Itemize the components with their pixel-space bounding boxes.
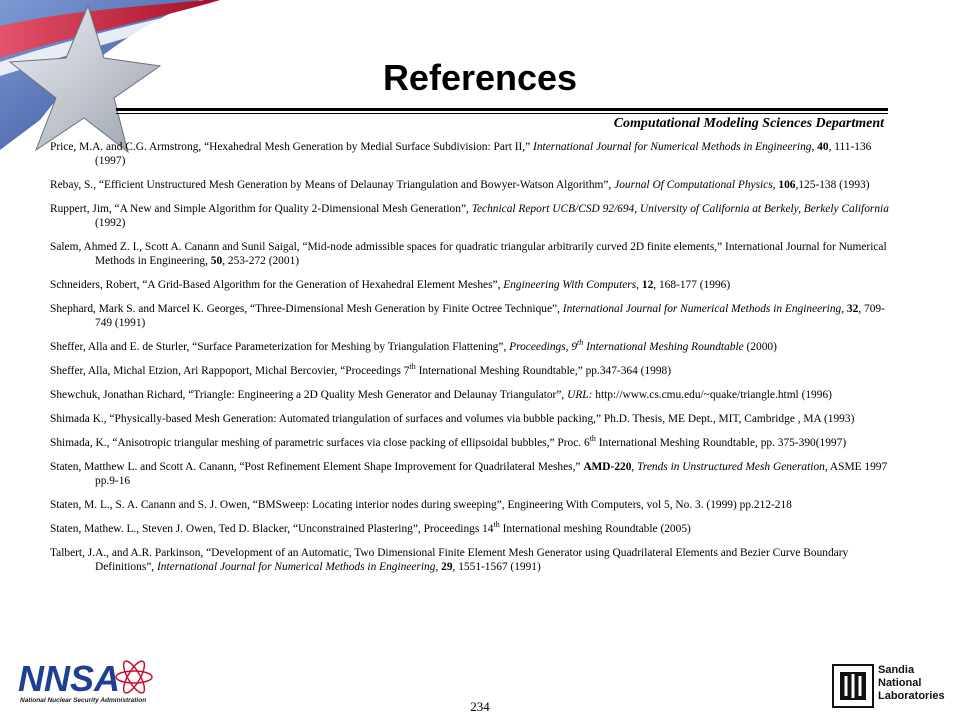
reference-text: Schneiders, Robert, “A Grid-Based Algorithm for the Generation of Hexahedral Element Meshes”, — [50, 279, 504, 291]
reference-text: Proceedings, 9 — [509, 341, 578, 353]
reference-text: Technical Report UCB/CSD 92/694, University of California at Berkely, Berkely California — [471, 203, 889, 215]
reference-entry — [50, 436, 898, 450]
reference-text: Price, M.A. and C.G. Armstrong, “Hexahedral Mesh Generation by Medial Surface Subdivision: Part II,” — [50, 141, 534, 153]
reference-text: th — [493, 520, 500, 530]
reference-text: International Meshing Roundtable — [583, 341, 744, 353]
reference-text: International meshing Roundtable (2005) — [499, 523, 691, 535]
reference-text: , 1551-1567 (1991) — [452, 561, 541, 573]
sandia-logo — [832, 664, 948, 710]
reference-text: International Meshing Roundtable, pp. 375-390(1997) — [595, 437, 847, 449]
reference-text: International Journal for Numerical Methods in Engineering — [157, 561, 436, 573]
reference-text: , 709-749 (1991) — [95, 303, 885, 329]
reference-text: Engineering With Computers — [503, 279, 637, 291]
reference-text: , 111-136 (1997) — [95, 141, 872, 167]
reference-entry — [50, 460, 898, 488]
reference-text: Sheffer, Alla, Michal Etzion, Ari Rappoport, Michal Bercovier, “Proceedings 7 — [50, 365, 410, 377]
reference-text: Salem, Ahmed Z. I., Scott A. Canann and Sunil Saigal, “Mid-node admissible spaces for quadratic triangular arbitrarily curved 2D finite elements,” International Journal for Numerical Methods in Engineering, — [50, 241, 887, 267]
reference-text: , — [636, 279, 642, 291]
nnsa-logo — [14, 660, 174, 706]
reference-text: , — [435, 561, 442, 573]
reference-text: Staten, Matthew L. and Scott A. Canann, “Post Refinement Element Shape Improvement for Quadrilateral Meshes,” — [50, 461, 584, 473]
reference-text: International Journal for Numerical Methods in Engineering — [533, 141, 812, 153]
svg-text:NNSA: NNSA — [18, 660, 121, 696]
reference-text: th — [589, 434, 596, 444]
reference-text: AMD-220 — [583, 461, 632, 473]
page-number: 234 — [470, 699, 490, 714]
nnsa-caption: National Nuclear Security Administration — [20, 697, 147, 704]
reference-text: Rebay, S., “Efficient Unstructured Mesh Generation by Means of Delaunay Triangulation and Bowyer-Watson Algorithm”, — [50, 179, 615, 191]
reference-text: th — [409, 362, 416, 372]
reference-text: , — [772, 179, 779, 191]
reference-text: 29 — [441, 561, 453, 573]
reference-text: , — [811, 141, 818, 153]
reference-text: , 253-272 (2001) — [222, 255, 300, 267]
reference-entry — [50, 340, 898, 354]
reference-text: International Meshing Roundtable,” pp.347-364 (1998) — [415, 365, 672, 377]
department-name: Computational Modeling Sciences Department — [613, 116, 884, 131]
reference-text: (1992) — [95, 217, 126, 229]
reference-entry — [50, 364, 898, 378]
reference-text: Trends in Unstructured Mesh Generation — [637, 461, 825, 473]
reference-entry — [50, 178, 898, 192]
reference-text: Journal Of Computational Physics — [614, 179, 773, 191]
reference-text: (2000) — [743, 341, 777, 353]
reference-text: ,125-138 (1993) — [795, 179, 870, 191]
reference-text: Staten, M. L., S. A. Canann and S. J. Owen, “BMSweep: Locating interior nodes during sweeping”, Engineering With Computers, vol 5, No. 3. (1999) pp.212-218 — [50, 499, 792, 511]
sandia-line-3: Laboratories — [878, 690, 945, 702]
reference-text: , — [631, 461, 638, 473]
reference-text: 106 — [778, 179, 796, 191]
sandia-line-1: Sandia — [878, 664, 915, 676]
reference-text: , — [841, 303, 847, 315]
reference-text: Shephard, Mark S. and Marcel K. Georges, “Three-Dimensional Mesh Generation by Finite Octree Technique”, — [50, 303, 563, 315]
reference-text: Staten, Mathew. L., Steven J. Owen, Ted D. Blacker, “Unconstrained Plastering”, Proceedings 14 — [50, 523, 494, 535]
reference-text: Ruppert, Jim, “A New and Simple Algorithm for Quality 2-Dimensional Mesh Generation”, — [50, 203, 472, 215]
reference-entry — [50, 388, 898, 402]
reference-text: Shewchuk, Jonathan Richard, “Triangle: Engineering a 2D Quality Mesh Generator and Delaunay Triangulator”, — [50, 389, 568, 401]
reference-entry — [50, 240, 898, 268]
reference-text: , 168-177 (1996) — [653, 279, 731, 291]
reference-text: Shimada, K., “Anisotropic triangular meshing of parametric surfaces via close packing of ellipsoidal bubbles,” Proc. 6 — [50, 437, 590, 449]
reference-text: International Journal for Numerical Methods in Engineering — [562, 303, 842, 315]
reference-list — [50, 140, 898, 584]
reference-text: 40 — [817, 141, 829, 153]
reference-text: Sheffer, Alla and E. de Sturler, “Surface Parameterization for Meshing by Triangulation Flattening”, — [50, 341, 510, 353]
reference-text: 32 — [846, 303, 859, 315]
reference-entry — [50, 202, 898, 230]
reference-text: URL: — [567, 389, 593, 401]
reference-text: 12 — [641, 279, 654, 291]
reference-text: 50 — [210, 255, 223, 267]
sandia-thunderbird-icon — [832, 664, 874, 708]
sandia-name — [878, 664, 950, 703]
reference-entry — [50, 412, 898, 426]
title-rule-thick — [116, 108, 888, 111]
reference-text: Talbert, J.A., and A.R. Parkinson, “Development of an Automatic, Two Dimensional Finite Element Mesh Generator using Quadrilateral Elements and Bezier Curve Boundary Definitions”, — [50, 547, 849, 573]
reference-entry — [50, 546, 898, 574]
reference-entry — [50, 522, 898, 536]
reference-entry — [50, 140, 898, 168]
nnsa-mark-icon — [14, 660, 174, 696]
slide-title: References — [382, 57, 578, 98]
sandia-line-2: National — [878, 677, 922, 689]
reference-entry — [50, 302, 898, 330]
reference-text: Shimada K., “Physically-based Mesh Generation: Automated triangulation of surfaces and volumes via bubble packing,” Ph.D. Thesis, ME Dept., MIT, Cambridge , MA (1993) — [50, 413, 855, 425]
title-rule-thin — [116, 113, 888, 114]
reference-text: http://www.cs.cmu.edu/~quake/triangle.html (1996) — [592, 389, 832, 401]
reference-entry — [50, 278, 898, 292]
reference-entry — [50, 498, 898, 512]
reference-text: th — [577, 338, 584, 348]
reference-text: , ASME 1997 pp.9-16 — [95, 461, 888, 487]
